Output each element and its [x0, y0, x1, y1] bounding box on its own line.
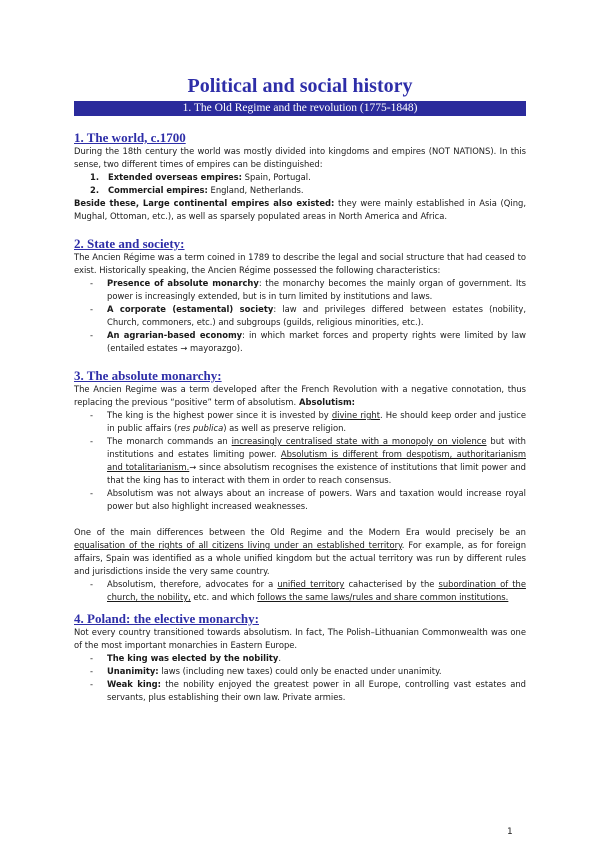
dash-marker: -: [90, 679, 94, 689]
dash-marker: -: [90, 304, 94, 314]
list-item: [74, 435, 526, 487]
section-title: 1. The world, c.1700: [74, 130, 186, 145]
list-term: The king was elected by the nobility: [107, 653, 279, 663]
dash-list: [74, 409, 526, 513]
list-item: [74, 277, 526, 303]
underlined-text: equalisation of the rights of all citizens living under an established territory: [74, 540, 402, 550]
section-poland: [74, 611, 526, 704]
dash-marker: -: [90, 436, 94, 446]
list-text: : in which market forces and property rights were limited by law (entailed estates → mayorazgo).: [107, 330, 526, 353]
list-number: 1.: [90, 172, 100, 182]
list-item: [74, 678, 526, 704]
numbered-list: [74, 171, 526, 197]
chapter-banner: 1. The Old Regime and the revolution (1775-1848): [74, 101, 526, 116]
document-title: Political and social history: [187, 75, 413, 97]
paragraph: [74, 526, 526, 578]
section-world: [74, 130, 526, 223]
list-term: Commercial empires:: [108, 185, 208, 195]
dash-list: [74, 578, 526, 604]
text-run: but with institutions and estates limiting power.: [107, 436, 526, 459]
text-run: etc. and which: [190, 592, 258, 602]
list-term: Extended overseas empires:: [108, 172, 243, 182]
list-text: .: [278, 653, 282, 663]
list-item: [74, 171, 526, 184]
list-text: : the monarchy becomes the mainly organ of government. Its power is increasingly extended, but is in turn limited by institutions and laws.: [107, 278, 526, 301]
section-title: 2. State and society:: [74, 236, 185, 251]
list-text: : law and privileges differed between estates (nobility, Church, commoners, etc.) and subgroups (guilds, religious minorities, etc.).: [107, 304, 526, 327]
dash-marker: -: [90, 278, 94, 288]
dash-marker: -: [90, 666, 94, 676]
intro-text: The Ancien Regime was a term developed after the French Revolution with a negative connotation, thus replacing the previous “positive” term of absolutism.: [74, 384, 526, 407]
paragraph-term: Beside these, Large continental empires also existed:: [74, 198, 335, 208]
text-run: One of the main differences between the Old Regime and the Modern Era would precisely be an: [74, 527, 526, 537]
section-intro: [74, 383, 526, 409]
text-run: → since absolutism recognises the existence of institutions that limit power and that the king has to interact with them in order to reach consensus.: [107, 462, 526, 485]
underlined-text: divine right: [331, 410, 381, 420]
dash-marker: -: [90, 330, 94, 340]
italic-text: res publica: [177, 423, 224, 433]
dash-marker: -: [90, 488, 94, 498]
list-text: England, Netherlands.: [207, 185, 304, 195]
list-number: 2.: [90, 185, 100, 195]
list-item: [74, 303, 526, 329]
underlined-text: follows the same laws/rules and share common institutions.: [257, 592, 509, 602]
list-term: Presence of absolute monarchy: [107, 278, 259, 288]
list-text: laws (including new taxes) could only be enacted under unanimity.: [158, 666, 442, 676]
section-state: [74, 236, 526, 355]
underlined-text: Absolutism is different from despotism, authoritarianism and totalitarianism.: [107, 449, 527, 472]
section-intro: The Ancien Régime was a term coined in 1789 to describe the legal and social structure that had ceased to exist. Historically speaking, the Ancien Régime possessed the following characteristics:: [74, 252, 526, 275]
text-run: . He should keep order and justice in public affairs (: [107, 410, 526, 433]
list-item: [74, 665, 526, 678]
dash-marker: -: [90, 410, 94, 420]
text-run: cahacterised by the: [344, 579, 439, 589]
dash-list: [74, 277, 526, 355]
paragraph-text: they were mainly established in Asia (Qing, Mughal, Ottoman, etc.), as well as sparsely populated areas in North America and Africa.: [74, 198, 526, 221]
list-term: Unanimity:: [107, 666, 159, 676]
text-run: The monarch commands an: [107, 436, 232, 446]
text-run: Absolutism, therefore, advocates for a: [107, 579, 278, 589]
list-item: [74, 652, 526, 665]
list-term: Weak king:: [107, 679, 162, 689]
list-item: [74, 578, 526, 604]
underlined-text: unified territory: [277, 579, 345, 589]
section-absolute: [74, 368, 526, 604]
list-item: [74, 184, 526, 197]
underlined-text: increasingly centralised state with a monopoly on violence: [231, 436, 487, 446]
list-term: An agrarian-based economy: [107, 330, 243, 340]
list-item: [74, 409, 526, 435]
underlined-text: subordination of the church, the nobility,: [107, 579, 526, 602]
text-run: . For example, as for foreign affairs, Spain was identified as a whole unified kingdom but the actual territory was run by different rules and jurisdictions inside the very same country.: [74, 540, 527, 576]
list-text: Spain, Portugal.: [242, 172, 311, 182]
dash-marker: -: [90, 653, 94, 663]
section-intro: Not every country transitioned towards absolutism. In fact, The Polish–Lithuanian Commonwealth was one of the most important monarchies in Eastern Europe.: [74, 627, 526, 650]
page-number: 1: [507, 827, 513, 837]
list-text: the nobility enjoyed the greatest power in all Europe, controlling vast estates and servants, plus establishing their own law. Private armies.: [107, 679, 527, 702]
intro-term: Absolutism:: [296, 397, 356, 407]
list-item: [74, 329, 526, 355]
text-run: The king is the highest power since it is invested by: [107, 410, 332, 420]
section-title: 3. The absolute monarchy:: [74, 368, 222, 383]
list-item: [74, 487, 526, 513]
list-term: A corporate (estamental) society: [107, 304, 274, 314]
text-run: ) as well as preserve religion.: [223, 423, 347, 433]
text-run: Absolutism was not always about an increase of powers. Wars and taxation would increase royal power but also highlight increased weaknesses.: [107, 488, 526, 511]
paragraph: [74, 197, 526, 223]
dash-list: [74, 652, 526, 704]
section-intro: During the 18th century the world was mostly divided into kingdoms and empires (NOT NATIONS). In this sense, two different times of empires can be distinguished:: [74, 146, 526, 169]
dash-marker: -: [90, 579, 94, 589]
section-title: 4. Poland: the elective monarchy:: [74, 611, 259, 626]
